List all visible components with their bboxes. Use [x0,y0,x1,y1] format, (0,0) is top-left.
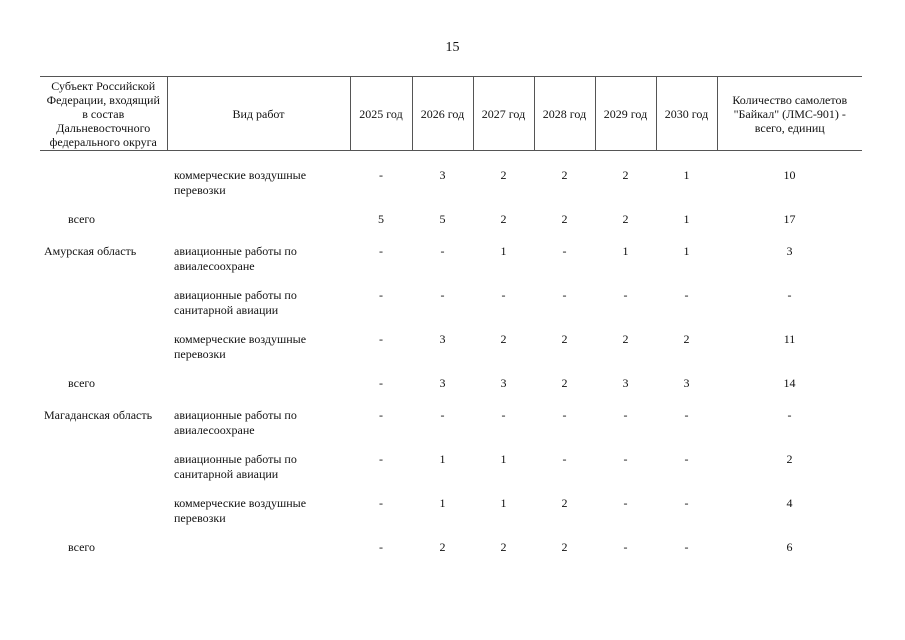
table-row-total [40,376,862,391]
year-value-cell: - [379,496,383,510]
year-value-cell: - [501,408,506,422]
region-cell [40,332,167,376]
total-value-cell: - [787,408,792,422]
header-total-aircraft: Количество самолетов "Байкал" (ЛМС-901) - всего, единиц [717,77,862,151]
year-value-cell: 2 [439,540,446,554]
table-body [40,151,862,556]
year-value-cell: - [379,244,383,258]
year-value-cell: - [684,540,689,554]
work-type-cell: коммерческие воздушные перевозки [174,496,307,525]
year-value-cell: 5 [439,212,446,226]
year-value-cell: 3 [683,376,690,390]
header-year-2027: 2027 год [473,77,534,151]
total-value-cell: 17 [783,212,796,226]
year-value-cell: 2 [622,168,629,182]
year-value-cell: - [379,540,383,554]
year-value-cell: 3 [500,376,507,390]
region-cell: Магаданская область [44,408,153,422]
year-value-cell: 3 [439,168,446,182]
row-spacer [40,391,862,408]
year-value-cell: - [379,408,383,422]
work-type-cell [167,540,350,555]
total-value-cell: 11 [783,332,796,346]
table-row [40,332,862,376]
total-value-cell: 2 [786,452,793,466]
year-value-cell: 1 [683,168,690,182]
year-value-cell: - [379,168,383,182]
year-value-cell: 2 [622,332,629,346]
year-value-cell: 5 [378,212,384,226]
year-value-cell: - [623,288,628,302]
header-year-2028: 2028 год [534,77,595,151]
region-cell: Амурская область [44,244,137,258]
year-value-cell: 2 [500,540,507,554]
year-value-cell: 2 [561,168,568,182]
work-type-cell: коммерческие воздушные перевозки [174,168,307,197]
year-value-cell: - [684,408,689,422]
year-value-cell: - [684,496,689,510]
total-label: всего [68,540,96,554]
year-value-cell: 1 [500,496,507,510]
page-number: 15 [445,40,460,55]
aircraft-distribution-table [40,76,862,555]
year-value-cell: - [379,332,383,346]
year-value-cell: 1 [439,496,446,510]
year-value-cell: - [562,452,567,466]
year-value-cell: - [562,408,567,422]
year-value-cell: 2 [561,376,568,390]
year-value-cell: - [379,288,383,302]
total-value-cell: - [787,288,792,302]
region-cell [40,288,167,332]
year-value-cell: - [684,452,689,466]
year-value-cell: 2 [622,212,629,226]
year-value-cell: - [623,540,628,554]
total-value-cell: 6 [786,540,793,554]
work-type-cell: авиационные работы по авиалесоохране [174,408,297,437]
table-row [40,408,862,452]
region-cell [40,168,167,212]
total-value-cell: 14 [783,376,796,390]
year-value-cell: - [623,496,628,510]
table-row-total [40,212,862,227]
work-type-cell [167,212,350,227]
work-type-cell: авиационные работы по санитарной авиации [174,452,297,481]
year-value-cell: - [562,244,567,258]
work-type-cell: коммерческие воздушные перевозки [174,332,307,361]
table-header-row [40,77,862,151]
table-row [40,452,862,496]
work-type-cell [167,376,350,391]
year-value-cell: 2 [561,332,568,346]
table-row [40,288,862,332]
year-value-cell: 1 [683,244,690,258]
work-type-cell: авиационные работы по авиалесоохране [174,244,297,273]
year-value-cell: 3 [439,376,446,390]
header-year-2026: 2026 год [412,77,473,151]
table-row [40,244,862,288]
year-value-cell: - [440,288,445,302]
year-value-cell: 2 [561,540,568,554]
header-year-2029: 2029 год [595,77,656,151]
year-value-cell: - [440,244,445,258]
header-year-2030: 2030 год [656,77,717,151]
total-value-cell: 10 [783,168,796,182]
year-value-cell: - [562,288,567,302]
row-spacer [40,227,862,244]
table-row [40,496,862,540]
total-label: всего [68,376,96,390]
header-region: Субъект Российской Федерации, входящий в состав Дальневосточного федерального округа [40,77,167,151]
year-value-cell: 3 [622,376,629,390]
year-value-cell: 2 [500,332,507,346]
year-value-cell: 2 [500,212,507,226]
year-value-cell: - [501,288,506,302]
year-value-cell: 3 [439,332,446,346]
year-value-cell: 2 [561,212,568,226]
year-value-cell: - [623,452,628,466]
region-cell [40,452,167,496]
year-value-cell: 1 [683,212,690,226]
table-row-total [40,540,862,555]
total-value-cell: 4 [786,496,793,510]
year-value-cell: - [684,288,689,302]
total-label: всего [68,212,96,226]
year-value-cell: 1 [500,244,507,258]
header-work-type: Вид работ [167,77,350,151]
year-value-cell: - [379,376,383,390]
year-value-cell: 2 [561,496,568,510]
work-type-cell: авиационные работы по санитарной авиации [174,288,297,317]
table-row [40,168,862,212]
header-year-2025: 2025 год [350,77,412,151]
year-value-cell: - [440,408,445,422]
year-value-cell: - [623,408,628,422]
region-cell [40,496,167,540]
year-value-cell: 1 [622,244,629,258]
year-value-cell: 2 [500,168,507,182]
total-value-cell: 3 [786,244,793,258]
year-value-cell: 2 [683,332,690,346]
year-value-cell: - [379,452,383,466]
year-value-cell: 1 [439,452,446,466]
year-value-cell: 1 [500,452,507,466]
